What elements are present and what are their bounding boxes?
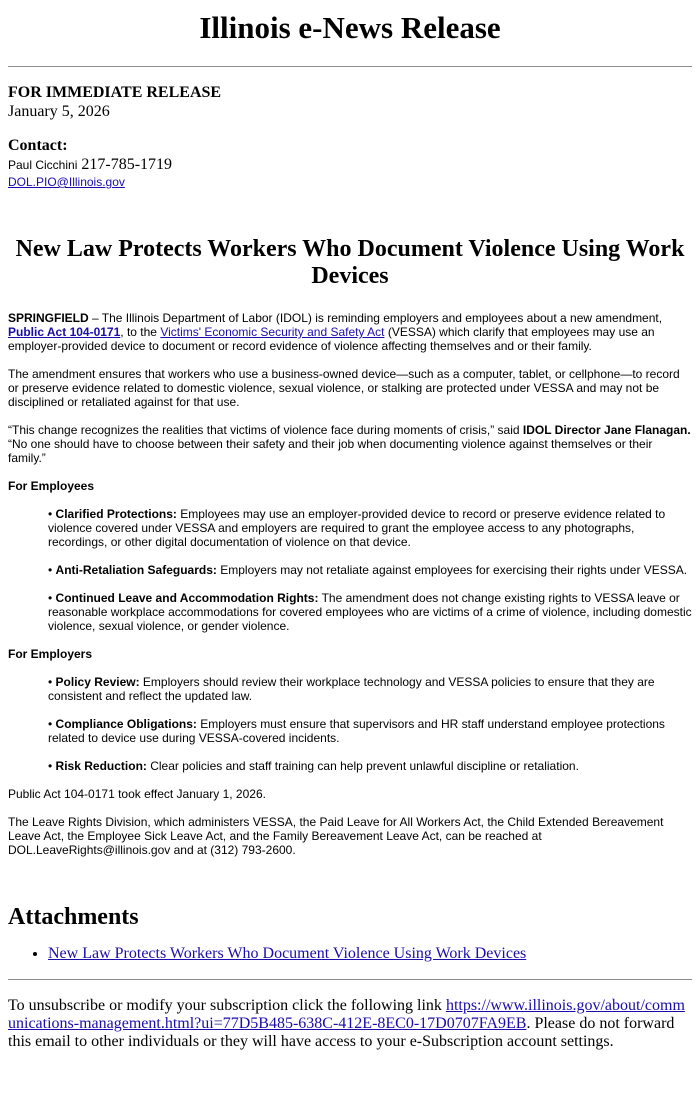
attachment-link[interactable]: New Law Protects Workers Who Document Violence Using Work Devices <box>48 945 527 962</box>
list-item: • Compliance Obligations: Employers must ensure that supervisors and HR staff understand employee protections related to device use during VESSA-covered incidents. <box>48 717 665 745</box>
intro-text-b: , to the <box>120 325 161 339</box>
dateline: SPRINGFIELD <box>8 311 89 325</box>
list-item: • Risk Reduction: Clear policies and staff training can help prevent unlawful discipline or retaliation. <box>48 759 579 773</box>
release-date: January 5, 2026 <box>8 103 110 120</box>
footer-unsubscribe <box>8 997 692 1051</box>
article-headline: New Law Protects Workers Who Document Violence Using Work Devices <box>15 236 685 289</box>
list-item: • Continued Leave and Accommodation Rights: The amendment does not change existing rights to VESSA leave or reasonable workplace accommodations for covered employees who are victims of a crime of violence, including domestic violence, sexual violence, or gender violence. <box>48 591 692 633</box>
employers-heading: For Employers <box>8 647 93 661</box>
header-divider <box>8 66 692 67</box>
article-body <box>8 311 692 857</box>
paragraph-quote <box>8 423 692 465</box>
contact-line <box>8 155 692 175</box>
paragraph-intro <box>8 311 692 353</box>
bullet-title: Risk Reduction: <box>55 759 147 773</box>
subscription-management-link[interactable]: https://www.illinois.gov/about/communications-management.html?ui=77D5B485-638C-412E-8EC0-17D0707FA9EB <box>8 997 685 1032</box>
footer-text-a: To unsubscribe or modify your subscription click the following link <box>8 997 446 1014</box>
bullet-title: Continued Leave and Accommodation Rights: <box>55 591 319 605</box>
intro-text-a: – The Illinois Department of Labor (IDOL) is reminding employers and employees about a new amendment, <box>88 311 663 325</box>
intro-text-c: (VESSA) which clarify that employees may use an employer-provided device to document or record evidence of violence affecting themselves and or their family. <box>8 325 655 353</box>
list-item: • Policy Review: Employers should review their workplace technology and VESSA policies to ensure that they are consistent and reflect the updated law. <box>48 675 655 703</box>
footer-divider <box>8 979 692 980</box>
quote-text-b: “No one should have to choose between their safety and their job when documenting violence against themselves or their family.” <box>8 437 653 465</box>
list-item <box>48 945 692 963</box>
quote-speaker: IDOL Director Jane Flanagan. <box>522 423 691 437</box>
bullet-text: Employers may not retaliate against employees for exercising their rights under VESSA. <box>216 563 688 577</box>
bullet-title: Compliance Obligations: <box>55 717 197 731</box>
public-act-link[interactable]: Public Act 104-0171 <box>8 325 121 339</box>
bullet-text: Employers must ensure that supervisors and HR staff understand employee protections related to device use during VESSA-covered incidents. <box>48 717 665 745</box>
contact-name: Paul Cicchini <box>8 158 78 172</box>
paragraph-leave-division: The Leave Rights Division, which administers VESSA, the Paid Leave for All Workers Act, the Child Extended Bereavement Leave Act, the Employee Sick Leave Act, and the Family Bereavement Leave Act, can be reached at DOL.LeaveRights@illinois.gov and at (312) 793-2600. <box>8 815 664 857</box>
email-body <box>0 10 700 1051</box>
quote-text-a: “This change recognizes the realities that victims of violence face during moments of crisis,” said <box>8 423 523 437</box>
list-item: • Anti-Retaliation Safeguards: Employers may not retaliate against employees for exercising their rights under VESSA. <box>48 563 688 577</box>
footer-text-b: . Please do not forward this email to other individuals or they will have access to your e-Subscription account settings. <box>8 1015 675 1050</box>
contact-label: Contact: <box>8 137 68 154</box>
attachments-list <box>8 945 692 963</box>
paragraph-effective-date: Public Act 104-0171 took effect January 1, 2026. <box>8 787 266 801</box>
contact-phone: 217-785-1719 <box>81 156 173 173</box>
page-title: Illinois e-News Release <box>199 10 501 45</box>
employees-heading: For Employees <box>8 479 95 493</box>
bullet-text: The amendment does not change existing rights to VESSA leave or reasonable workplace accommodations for covered employees who are victims of a crime of violence, including domestic violence, sexual violence, or gender violence. <box>48 591 692 633</box>
vessa-link[interactable]: Victims' Economic Security and Safety Act <box>160 325 385 339</box>
attachments-heading: Attachments <box>8 904 139 930</box>
paragraph-amendment: The amendment ensures that workers who use a business-owned device—such as a computer, tablet, or cellphone—to record or preserve evidence related to domestic violence, sexual violence, or stalking are protected under VESSA and may not be disciplined or retaliated against for that use. <box>8 367 680 409</box>
contact-email-link[interactable]: DOL.PIO@Illinois.gov <box>8 175 125 189</box>
release-label: FOR IMMEDIATE RELEASE <box>8 84 222 101</box>
bullet-text: Employers should review their workplace technology and VESSA policies to ensure that they are consistent and reflect the updated law. <box>48 675 655 703</box>
bullet-title: Policy Review: <box>55 675 140 689</box>
release-info <box>8 83 692 121</box>
bullet-title: Anti-Retaliation Safeguards: <box>55 563 217 577</box>
list-item: • Clarified Protections: Employees may use an employer-provided device to record or preserve evidence related to violence covered under VESSA and employers are required to grant the employee access to any photographs, recordings, or other digital documentation of violence on that device. <box>48 507 666 549</box>
contact-block <box>8 136 692 189</box>
bullet-title: Clarified Protections: <box>55 507 177 521</box>
bullet-text: Clear policies and staff training can help prevent unlawful discipline or retaliation. <box>146 759 579 773</box>
bullet-text: Employees may use an employer-provided device to record or preserve evidence related to violence covered under VESSA and employers are required to grant the employee access to any photographs, recordings, or other digital documentation of violence on that device. <box>48 507 666 549</box>
